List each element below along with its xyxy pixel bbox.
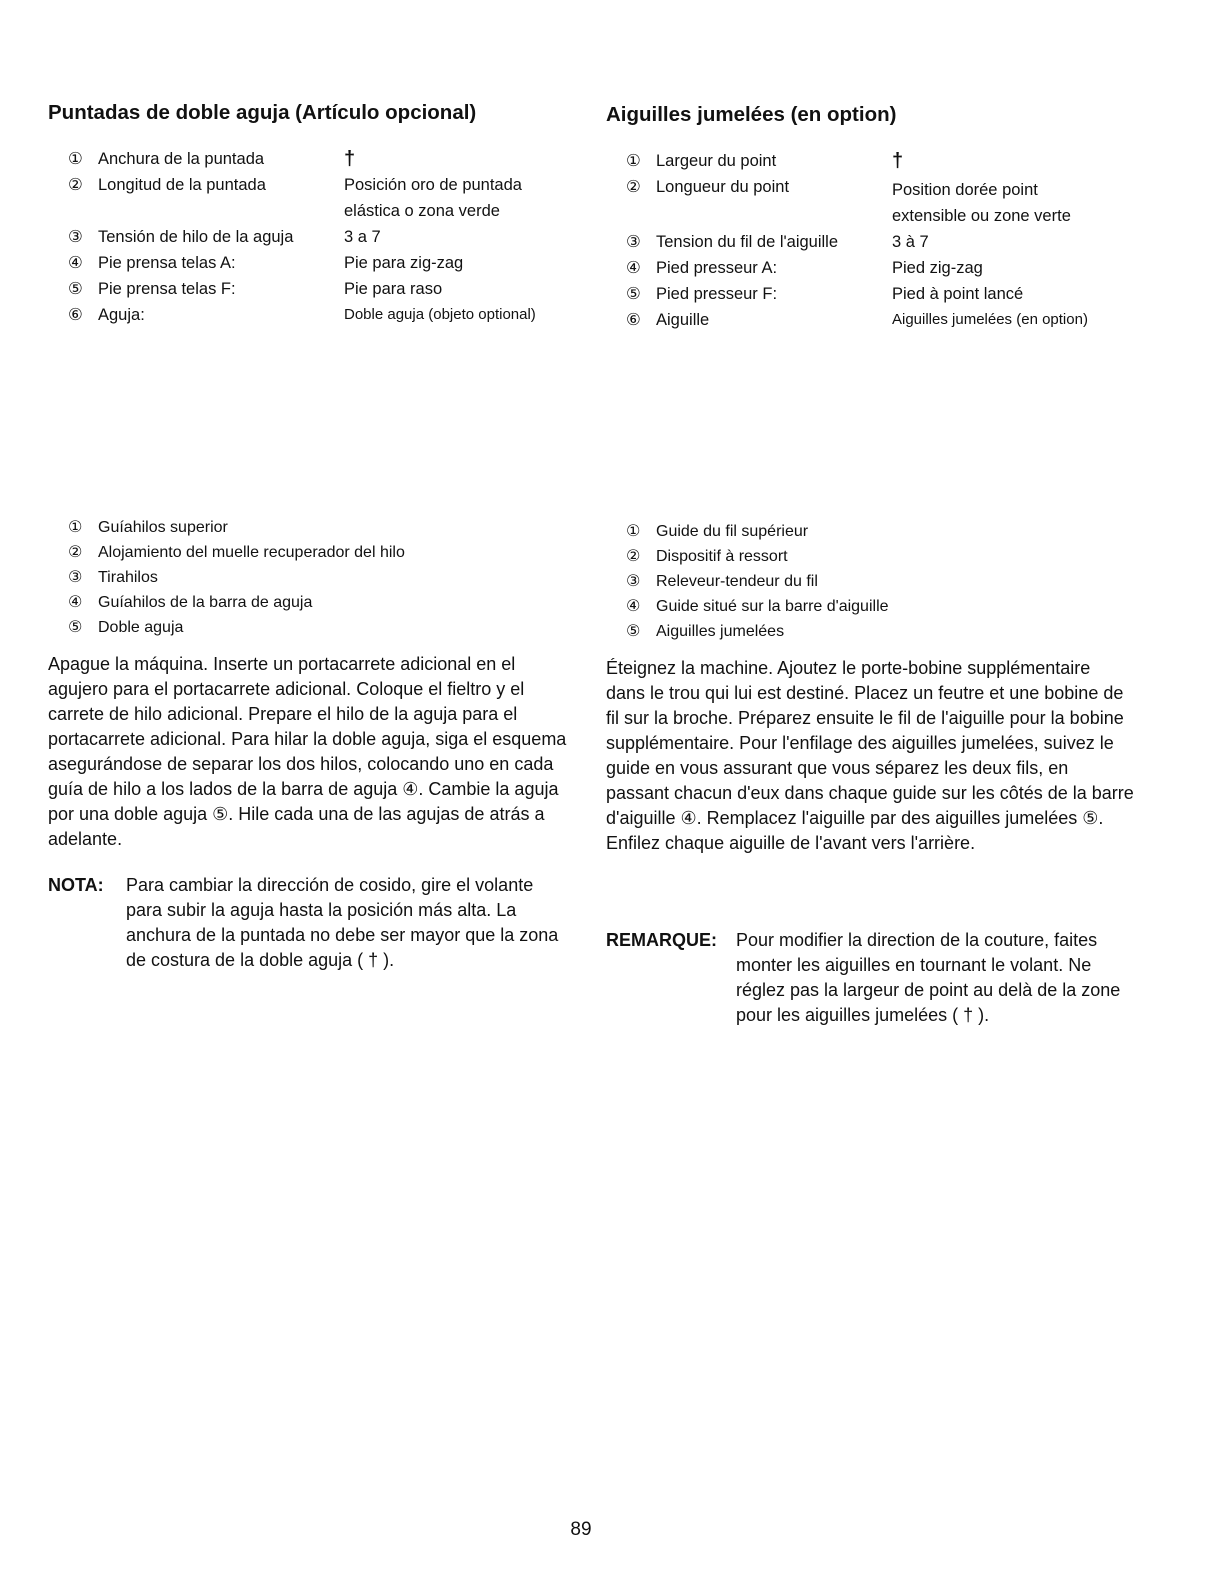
item-number: ④ (68, 594, 83, 611)
note-french (606, 928, 1136, 1028)
twin-needle-symbol: † (892, 150, 904, 172)
spec-value: Doble aguja (objeto optional) (344, 306, 536, 323)
spec-row (68, 146, 584, 172)
parts-list-french (626, 519, 889, 644)
spec-value: Pied zig-zag (892, 259, 983, 277)
note-text: Para cambiar la dirección de cosido, gire el volante para subir la aguja hasta la posición más alta. La anchura de la puntada no debe ser mayor que la zona de costura de la doble aguja ( † ). (126, 875, 559, 970)
spec-value: 3 à 7 (892, 233, 929, 251)
item-number: ① (626, 152, 641, 170)
item-number: ② (68, 176, 83, 194)
item-number: ② (626, 178, 641, 196)
spec-value: Pied à point lancé (892, 285, 1024, 303)
spec-value: Position dorée point extensible ou zone verte (892, 181, 1071, 225)
spec-value: Aiguilles jumelées (en option) (892, 311, 1088, 328)
item-number: ③ (68, 228, 83, 246)
item-number: ⑥ (68, 306, 83, 324)
item-number: ① (626, 523, 641, 540)
list-item (626, 569, 889, 594)
item-number: ② (626, 548, 641, 565)
spec-value: Pie para raso (344, 280, 443, 298)
list-item (68, 615, 405, 640)
list-item (626, 619, 889, 644)
part-label: Tirahilos (98, 569, 158, 586)
list-item (626, 544, 889, 569)
spec-label: Pie prensa telas A: (98, 254, 236, 272)
item-number: ⑤ (68, 619, 83, 636)
instructions-paragraph-spanish: Apague la máquina. Inserte un portacarrete adicional en el agujero para el portacarrete adicional. Coloque el fieltro y el carrete de hilo adicional. Prepare el hilo de la aguja para el portacarrete adicional. Para hilar la doble aguja, siga el esquema asegurándose de separar los dos hilos, colocando uno en cada guía de hilo a los lados de la barra de aguja ④. Cambie la aguja por una doble aguja ⑤. Hile cada una de las agujas de atrás a adelante. (48, 654, 567, 849)
item-number: ③ (626, 233, 641, 251)
spec-row (68, 172, 584, 224)
note-spanish (48, 873, 570, 973)
item-number: ⑤ (626, 285, 641, 303)
part-label: Alojamiento del muelle recuperador del hilo (98, 544, 405, 561)
spec-value: 3 a 7 (344, 228, 381, 246)
item-number: ③ (68, 569, 83, 586)
spec-label: Aguja: (98, 306, 145, 324)
spec-label: Anchura de la puntada (98, 150, 265, 168)
item-number: ② (68, 544, 83, 561)
part-label: Guíahilos superior (98, 519, 228, 536)
item-number: ⑤ (626, 623, 641, 640)
list-item (68, 590, 405, 615)
spec-row (626, 229, 1137, 255)
spec-row (626, 307, 1137, 333)
spec-row (68, 302, 584, 328)
spec-row (68, 276, 584, 302)
spec-value: Posición oro de puntada elástica o zona verde (344, 176, 522, 220)
part-label: Guide situé sur la barre d'aiguille (656, 598, 889, 615)
note-label: REMARQUE: (606, 930, 717, 950)
note-label: NOTA: (48, 875, 104, 895)
spec-row (626, 174, 1137, 229)
part-label: Dispositif à ressort (656, 548, 788, 565)
spec-label: Longitud de la puntada (98, 176, 266, 194)
part-label: Guíahilos de la barra de aguja (98, 594, 313, 611)
item-number: ⑤ (68, 280, 83, 298)
section-title-french: Aiguilles jumelées (en option) (606, 103, 897, 126)
spec-label: Longueur du point (656, 178, 790, 196)
list-item (626, 594, 889, 619)
part-label: Releveur-tendeur du fil (656, 573, 818, 590)
twin-needle-symbol: † (344, 148, 356, 170)
spec-label: Tensión de hilo de la aguja (98, 228, 294, 246)
part-label: Guide du fil supérieur (656, 523, 809, 540)
spec-table-spanish (68, 146, 584, 328)
list-item (68, 515, 405, 540)
part-label: Doble aguja (98, 619, 184, 636)
spec-label: Tension du fil de l'aiguille (656, 233, 839, 251)
part-label: Aiguilles jumelées (656, 623, 785, 640)
item-number: ③ (626, 573, 641, 590)
page-number: 89 (570, 1519, 592, 1540)
list-item (68, 565, 405, 590)
spec-value: Pie para zig-zag (344, 254, 464, 272)
instructions-paragraph-french: Éteignez la machine. Ajoutez le porte-bobine supplémentaire dans le trou qui lui est destiné. Placez un feutre et une bobine de fil sur la broche. Préparez ensuite le fil de l'aiguille pour la bobine supplémentaire. Pour l'enfilage des aiguilles jumelées, suivez le guide en vous assurant que vous séparez les deux fils, en passant chacun d'eux dans chaque guide sur les côtés de la barre d'aiguille ④. Remplacez l'aiguille par des aiguilles jumelées ⑤. Enfilez chaque aiguille de l'avant vers l'arrière. (606, 658, 1134, 853)
spec-label: Pied presseur A: (656, 259, 778, 277)
list-item (626, 519, 889, 544)
spec-row (68, 224, 584, 250)
spec-label: Largeur du point (656, 152, 777, 170)
note-text: Pour modifier la direction de la couture, faites monter les aiguilles en tournant le volant. Ne réglez pas la largeur de point au delà de la zone pour les aiguilles jumelées ( † ). (736, 930, 1121, 1025)
spec-row (68, 250, 584, 276)
item-number: ① (68, 519, 83, 536)
spec-label: Aiguille (656, 311, 710, 329)
item-number: ④ (626, 259, 641, 277)
item-number: ⑥ (626, 311, 641, 329)
spec-label: Pie prensa telas F: (98, 280, 236, 298)
parts-list-spanish (68, 515, 405, 640)
spec-row (626, 148, 1137, 174)
item-number: ① (68, 150, 83, 168)
list-item (68, 540, 405, 565)
spec-table-french (626, 148, 1137, 333)
spec-row (626, 255, 1137, 281)
section-title-spanish: Puntadas de doble aguja (Artículo opcional) (48, 101, 477, 124)
spec-label: Pied presseur F: (656, 285, 778, 303)
item-number: ④ (626, 598, 641, 615)
spec-row (626, 281, 1137, 307)
item-number: ④ (68, 254, 83, 272)
